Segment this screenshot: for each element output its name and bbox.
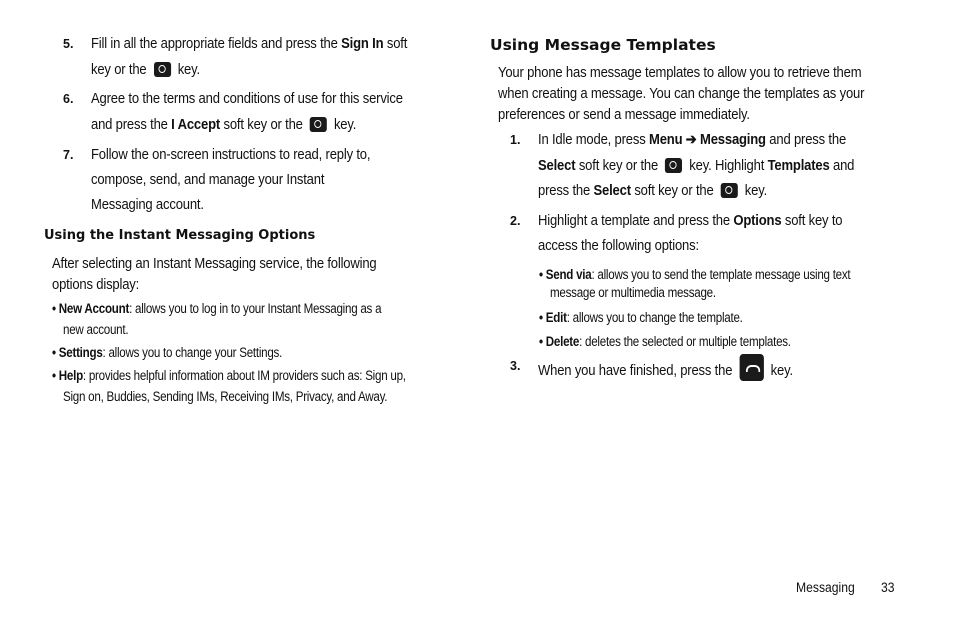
bullet-send-via: • Send via: allows you to send the template message using text <box>539 267 851 282</box>
im-intro-line-2: options display: <box>52 277 140 293</box>
step-6-number: 6. <box>63 92 74 106</box>
ok-key-icon <box>721 183 738 198</box>
templates-intro-line-2: when creating a message. You can change the templates as your <box>498 86 865 102</box>
bullet-delete: • Delete: deletes the selected or multiple templates. <box>539 334 791 349</box>
step-3-line-1: When you have finished, press the key. <box>538 354 793 384</box>
bullet-help-cont: Sign on, Buddies, Sending IMs, Receiving IMs, Privacy, and Away. <box>63 389 388 404</box>
bullet-settings: • Settings: allows you to change your Settings. <box>52 345 283 360</box>
im-intro-line-1: After selecting an Instant Messaging service, the following <box>52 256 377 272</box>
step-6-line-2: and press the I Accept soft key or the key. <box>91 117 357 133</box>
bullet-send-via-cont: message or multimedia message. <box>550 285 716 300</box>
step-7-line-2: compose, send, and manage your Instant <box>91 172 325 188</box>
step-7-line-1: Follow the on-screen instructions to read, reply to, <box>91 147 371 163</box>
step-7-line-3: Messaging account. <box>91 197 204 213</box>
ok-key-icon <box>310 117 327 132</box>
footer-section-name: Messaging <box>796 580 855 595</box>
step-1-line-3: press the Select soft key or the key. <box>538 183 768 199</box>
templates-intro-line-3: preferences or send a message immediately. <box>498 107 750 123</box>
section-heading: Using Message Templates <box>490 36 716 54</box>
bullet-new-account: • New Account: allows you to log in to your Instant Messaging as a <box>52 301 382 316</box>
ok-key-icon <box>665 158 682 173</box>
step-5-line-2: key or the key. <box>91 62 200 78</box>
ok-key-icon <box>154 62 171 77</box>
step-2-line-2: access the following options: <box>538 238 699 254</box>
step-7-number: 7. <box>63 148 74 162</box>
bullet-new-account-cont: new account. <box>63 322 129 337</box>
step-5-number: 5. <box>63 37 74 51</box>
step-2-line-1: Highlight a template and press the Options soft key to <box>538 213 843 229</box>
step-1-line-2: Select soft key or the key. Highlight Templates and <box>538 158 855 174</box>
step-2-number: 2. <box>510 214 521 228</box>
step-5-line-1: Fill in all the appropriate fields and press the Sign In soft <box>91 36 408 52</box>
step-6-line-1: Agree to the terms and conditions of use for this service <box>91 91 403 107</box>
bullet-edit: • Edit: allows you to change the template. <box>539 310 743 325</box>
templates-intro-line-1: Your phone has message templates to allow you to retrieve them <box>498 65 862 81</box>
footer-page-number: 33 <box>881 580 895 595</box>
step-1-number: 1. <box>510 133 521 147</box>
bullet-help: • Help: provides helpful information about IM providers such as: Sign up, <box>52 368 406 383</box>
step-1-line-1: In Idle mode, press Menu ➔ Messaging and press the <box>538 132 847 148</box>
step-3-number: 3. <box>510 359 521 373</box>
subheading-im-options: Using the Instant Messaging Options <box>44 228 316 243</box>
end-key-icon <box>739 354 763 381</box>
